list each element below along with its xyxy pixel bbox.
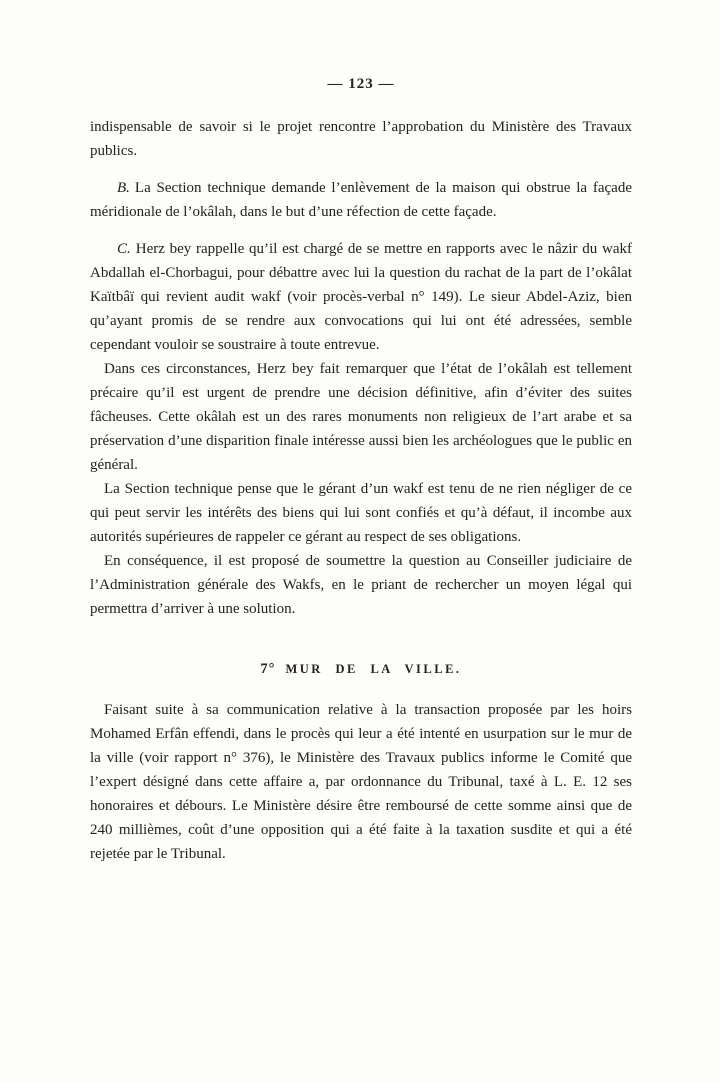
paragraph-item-b xyxy=(90,176,632,224)
paragraph-section-technique: La Section technique pense que le gérant d’un wakf est tenu de ne rien négliger de ce qui peut servir les intérêts des biens qui lui sont confiés et qu’à défaut, il incombe aux autorités supérieures de rappeler ce gérant au respect de ses obligations. xyxy=(90,481,632,545)
paragraph-continuation: indispensable de savoir si le projet rencontre l’approbation du Ministère des Travaux publics. xyxy=(90,119,632,159)
document-body xyxy=(90,115,632,866)
paragraph-item-b-text: La Section technique demande l’enlèvement de la maison qui obstrue la façade méridionale de l’okâlah, dans le but d’une réfection de cette façade. xyxy=(90,180,632,220)
section-heading-number: 7° xyxy=(260,661,276,677)
paragraph-consequence: En conséquence, il est proposé de soumettre la question au Conseiller judiciaire de l’Administration générale des Wakfs, en le priant de rechercher un moyen légal qui permettra d’arriver à une solution. xyxy=(90,553,632,617)
paragraph-item-c xyxy=(90,237,632,357)
paragraph-item-c-text: Herz bey rappelle qu’il est chargé de se mettre en rapports avec le nâzir du wakf Abdallah el-Chorbagui, pour débattre avec lui la question du rachat de la part de l’okâlat Kaïtbâï qui revient audit wakf (voir procès-verbal n° 149). Le sieur Abdel-Aziz, bien qu’ayant promis de se rendre aux convocations qui lui ont été adressées, semble cependant vouloir se soustraire à toute entrevue. xyxy=(90,241,632,353)
paragraph-mur-de-la-ville: Faisant suite à sa communication relative à la transaction proposée par les hoirs Mohamed Erfân effendi, dans le procès qui leur a été intenté en usurpation sur le mur de la ville (voir rapport n° 376), le Ministère des Travaux publics informe le Comité que l’expert désigné dans cette affaire a, par ordonnance du Tribunal, taxé à L. E. 12 ses honoraires et débours. Le Ministère désire être remboursé de cette somme ainsi que de 240 millièmes, coût d’une opposition qui a été faite à la taxation susdite et qui a été rejetée par le Tribunal. xyxy=(90,702,632,862)
section-heading xyxy=(90,657,632,681)
section-heading-title: MUR DE LA VILLE. xyxy=(285,662,462,676)
paragraph-circonstances: Dans ces circonstances, Herz bey fait remarquer que l’état de l’okâlah est tellement précaire qu’il est urgent de prendre une décision définitive, afin d’éviter des suites fâcheuses. Cette okâlah est un des rares monuments non religieux de l’art arabe et sa préservation d’une disparition finale intéresse aussi bien les archéologues que le public en général. xyxy=(90,361,632,473)
page-number: — 123 — xyxy=(327,76,395,92)
item-letter-c: C. xyxy=(117,241,131,257)
item-letter-b: B. xyxy=(117,180,130,196)
